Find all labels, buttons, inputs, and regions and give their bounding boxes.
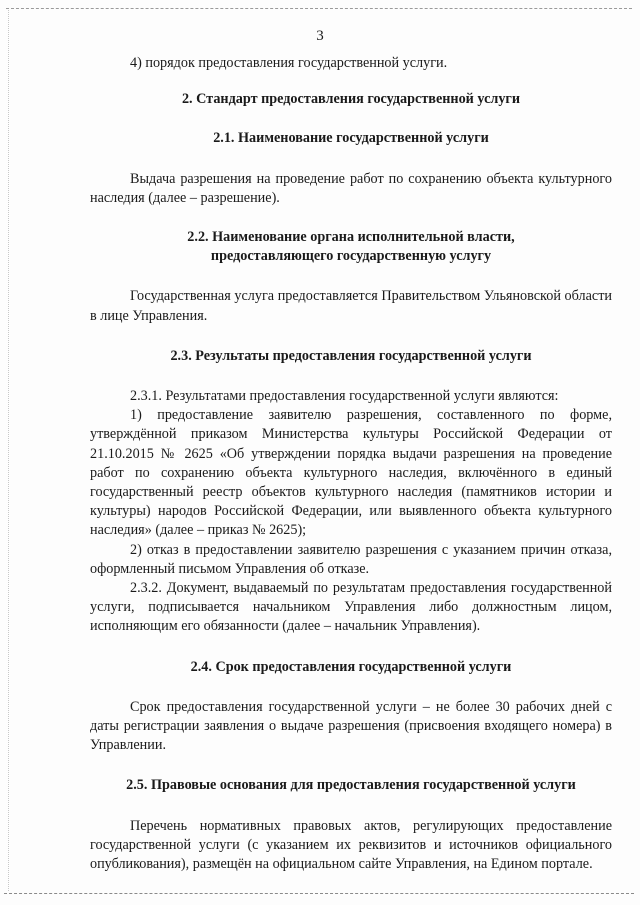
section-2-4-heading: 2.4. Срок предоставления государственной услуги — [190, 658, 512, 675]
section-2-2-heading-line2: предоставляющего государственную услугу — [210, 248, 492, 265]
section-2-3-heading: 2.3. Результаты предоставления государственной услуги — [170, 347, 532, 364]
section-2-3-1-text: 2.3.1. Результатами предоставления государственной услуги являются: — [130, 388, 559, 405]
section-2-1-heading: 2.1. Наименование государственной услуги — [213, 130, 489, 147]
section-2-heading: 2. Стандарт предоставления государственной услуги — [181, 91, 521, 108]
section-2-5-heading: 2.5. Правовые основания для предоставления государственной услуги — [126, 777, 576, 794]
document-body — [90, 54, 612, 874]
section-2-3-2-text: 2.3.2. Документ, выдаваемый по результатам предоставления государственной услуги, подписывается начальником Управления либо должностным лицом, исполняющим его обязанности (далее – начальник Управления). — [90, 580, 612, 635]
section-2-1-text: Выдача разрешения на проведение работ по сохранению объекта культурного наследия (далее – разрешение). — [90, 170, 612, 206]
section-2-4-text: Срок предоставления государственной услуги – не более 30 рабочих дней с даты регистрации заявления о выдаче разрешения (присвоения входящего номера) в Управлении. — [90, 698, 612, 754]
intro-list-item: 4) порядок предоставления государственной услуги. — [130, 55, 448, 71]
scan-edge-top — [6, 8, 632, 9]
scan-edge-bottom — [4, 893, 634, 894]
page-number: 3 — [316, 28, 324, 44]
section-2-3-item-1: 1) предоставление заявителю разрешения, составленного по форме, утверждённой приказом Министерства культуры Российской Федерации от 21.10.2015 № 2625 «Об утверждении порядка выдачи разрешения на проведение работ по сохранению объекта культурного наследия, включённого в единый государственный реестр объектов культурного наследия (памятников истории и культуры) народов Российской Федерации, или выявленного объекта культурного наследия» (далее – приказ № 2625); — [90, 407, 612, 539]
section-2-5-text: Перечень нормативных правовых актов, регулирующих предоставление государственной услуги (с указанием их реквизитов и источников официального опубликования), размещён на официальном сайте Управления, на Едином портале. — [90, 817, 612, 873]
scan-edge-left — [8, 10, 9, 891]
section-2-2-text: Государственная услуга предоставляется Правительством Ульяновской области в лице Управления. — [90, 288, 612, 324]
section-2-2-heading-line1: 2.2. Наименование органа исполнительной власти, — [187, 229, 515, 246]
section-2-3-item-2: 2) отказ в предоставлении заявителю разрешения с указанием причин отказа, оформленный письмом Управления об отказе. — [90, 541, 612, 577]
